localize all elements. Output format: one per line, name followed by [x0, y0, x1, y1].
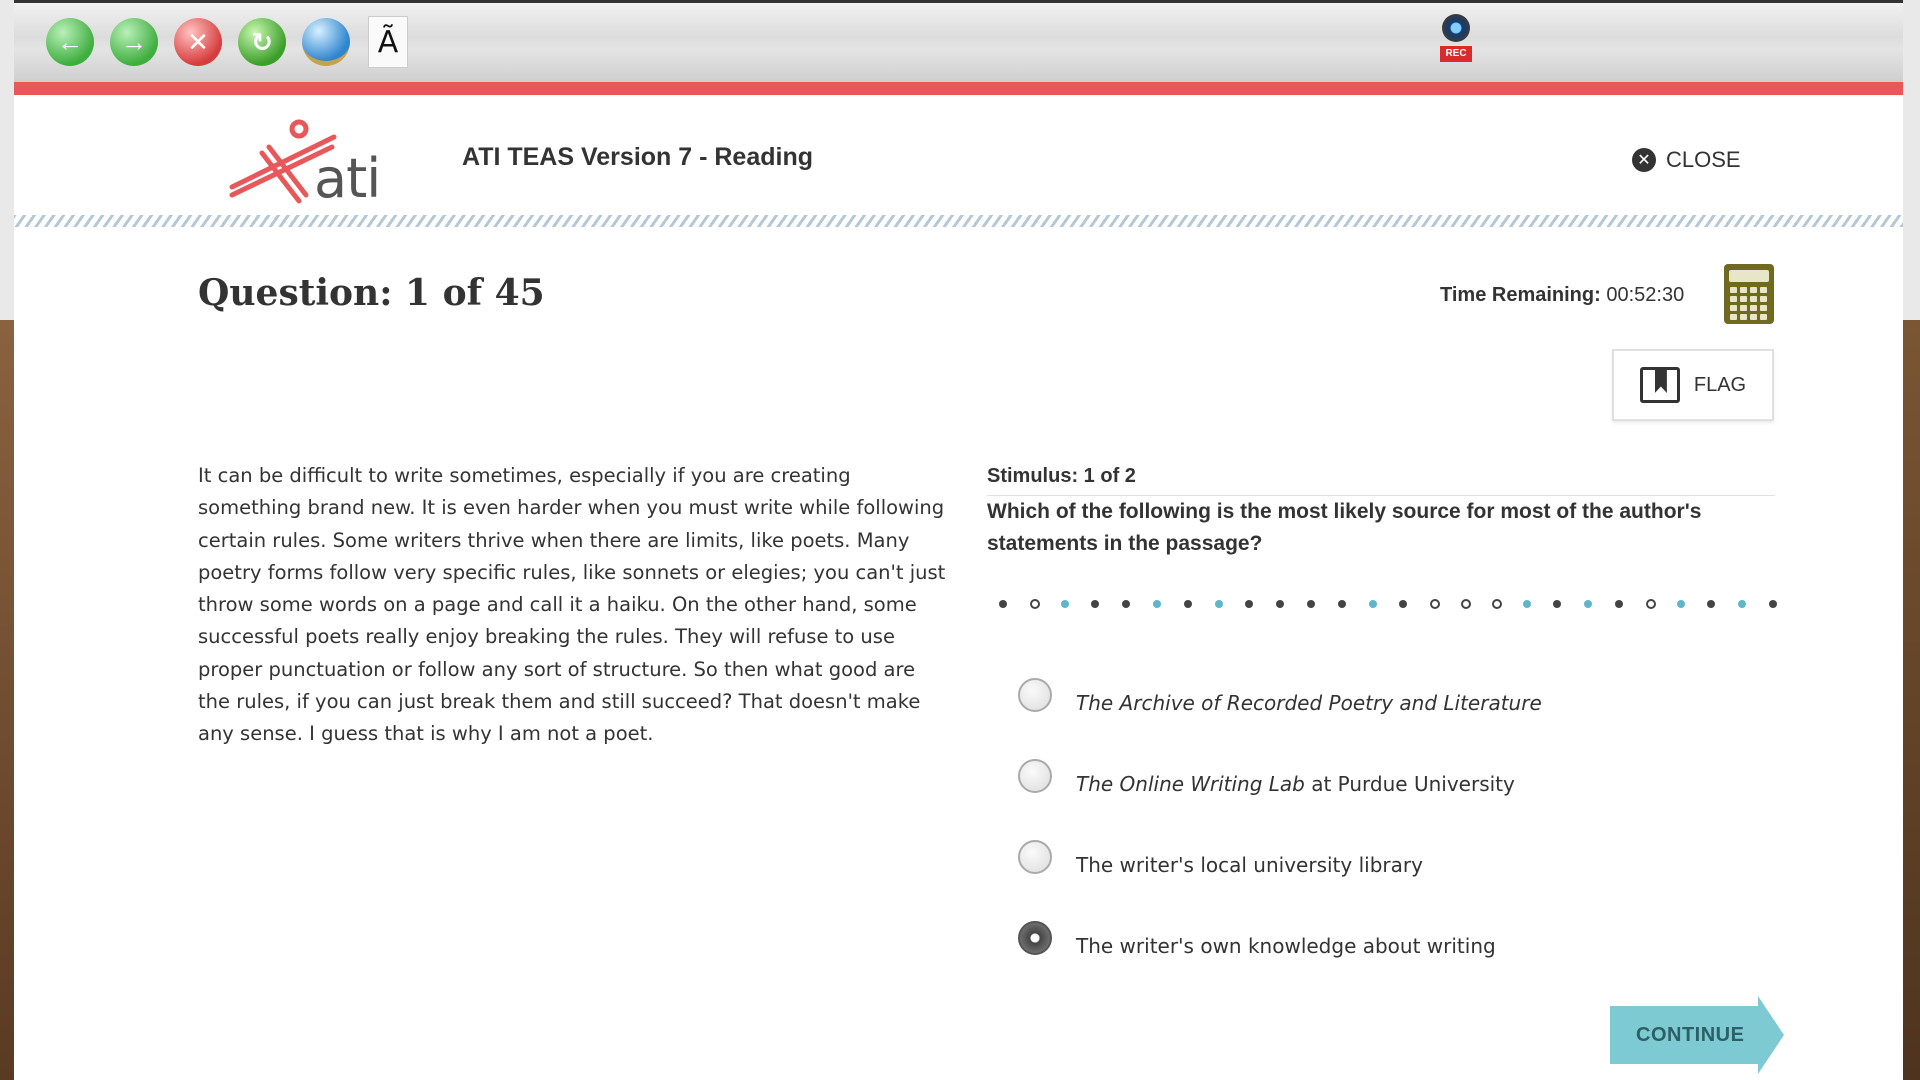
- question-text: Which of the following is the most likely source for most of the author's statements in the passage?: [987, 500, 1702, 555]
- logo-text: ati: [314, 147, 381, 210]
- answer-choice-d[interactable]: [1018, 903, 1778, 984]
- reading-passage: It can be difficult to write sometimes, especially if you are creating something brand new. It is even harder when you must write while following certain rules. Some writers thrive when there are limits, like poets. Many poetry forms follow very specific rules, like sonnets or elegies; you can't just throw some words on a page and call it a haiku. On the other hand, some successful poets really enjoy breaking the rules. They will refuse to use proper punctuation or follow any sort of structure. So then what good are the rules, if you can just break them and still succeed? That doesn't make any sense. I guess that is why I am not a poet.: [198, 464, 946, 746]
- right-edge: [1903, 0, 1920, 1080]
- progress-dot: [1769, 600, 1777, 608]
- time-remaining: [1440, 284, 1684, 307]
- progress-dot: [1369, 600, 1377, 608]
- time-label: Time Remaining:: [1440, 284, 1601, 306]
- progress-dot: [1646, 599, 1656, 609]
- progress-dot: [1461, 599, 1471, 609]
- test-title: ATI TEAS Version 7 - Reading: [462, 143, 813, 171]
- app-window: [14, 0, 1903, 1080]
- refresh-icon[interactable]: ↻: [238, 18, 286, 66]
- flag-label: FLAG: [1693, 373, 1747, 396]
- progress-dot: [1738, 600, 1746, 608]
- progress-dot: [1153, 600, 1161, 608]
- answer-choice-c[interactable]: [1018, 822, 1778, 903]
- progress-dot: [1215, 600, 1223, 608]
- striped-divider: [14, 215, 1903, 227]
- continue-label: CONTINUE: [1636, 1024, 1745, 1046]
- accent-strip: [14, 82, 1903, 95]
- progress-dot: [1553, 600, 1561, 608]
- globe-icon[interactable]: [302, 18, 350, 66]
- continue-arrow-icon: [1758, 996, 1784, 1074]
- answer-choices: [1018, 660, 1778, 984]
- webcam-record-icon: [1438, 14, 1474, 66]
- progress-dot: [1584, 600, 1592, 608]
- progress-dot: [1307, 600, 1315, 608]
- answer-text: The Archive of Recorded Poetry and Literature: [1076, 690, 1542, 715]
- progress-dot: [1276, 600, 1284, 608]
- progress-dots: [999, 600, 1789, 614]
- progress-dot: [1707, 600, 1715, 608]
- page-header: [14, 95, 1903, 225]
- progress-dot: [1184, 600, 1192, 608]
- calculator-icon[interactable]: [1724, 264, 1774, 324]
- progress-dot: [1492, 599, 1502, 609]
- progress-dot: [1430, 599, 1440, 609]
- font-size-icon[interactable]: Ã: [368, 16, 408, 68]
- rec-label: REC: [1440, 46, 1472, 62]
- progress-dot: [1399, 600, 1407, 608]
- close-label: CLOSE: [1666, 147, 1741, 172]
- forward-arrow-icon[interactable]: →: [110, 18, 158, 66]
- answer-text: The writer's local university library: [1076, 852, 1423, 877]
- ati-logo: [224, 117, 394, 210]
- progress-dot: [1091, 600, 1099, 608]
- answer-choice-b[interactable]: [1018, 741, 1778, 822]
- radio-button[interactable]: [1018, 678, 1052, 712]
- browser-toolbar: [14, 0, 1903, 82]
- answer-text: The writer's own knowledge about writing: [1076, 933, 1496, 958]
- progress-dot: [1677, 600, 1685, 608]
- stop-icon[interactable]: ✕: [174, 18, 222, 66]
- back-arrow-icon[interactable]: ←: [46, 18, 94, 66]
- question-counter: Question: 1 of 45: [198, 272, 545, 314]
- answer-text: The Online Writing Lab at Purdue University: [1076, 771, 1515, 796]
- progress-dot: [1245, 600, 1253, 608]
- progress-dot: [1615, 600, 1623, 608]
- close-button[interactable]: [1632, 147, 1741, 173]
- progress-dot: [1122, 600, 1130, 608]
- flag-button[interactable]: [1612, 349, 1774, 421]
- stimulus-counter: Stimulus: 1 of 2: [987, 465, 1136, 487]
- webcam-lens: [1442, 14, 1470, 42]
- progress-dot: [1338, 600, 1346, 608]
- answer-choice-a[interactable]: [1018, 660, 1778, 741]
- progress-dot: [1061, 600, 1069, 608]
- radio-button-selected[interactable]: [1018, 921, 1052, 955]
- progress-dot: [1030, 599, 1040, 609]
- time-value: 00:52:30: [1606, 284, 1685, 306]
- close-icon: ✕: [1632, 148, 1656, 172]
- radio-button[interactable]: [1018, 840, 1052, 874]
- left-edge: [0, 0, 14, 1080]
- bookmark-flag-icon: [1640, 367, 1680, 403]
- progress-dot: [999, 600, 1007, 608]
- radio-button[interactable]: [1018, 759, 1052, 793]
- continue-button[interactable]: [1610, 996, 1788, 1076]
- progress-dot: [1523, 600, 1531, 608]
